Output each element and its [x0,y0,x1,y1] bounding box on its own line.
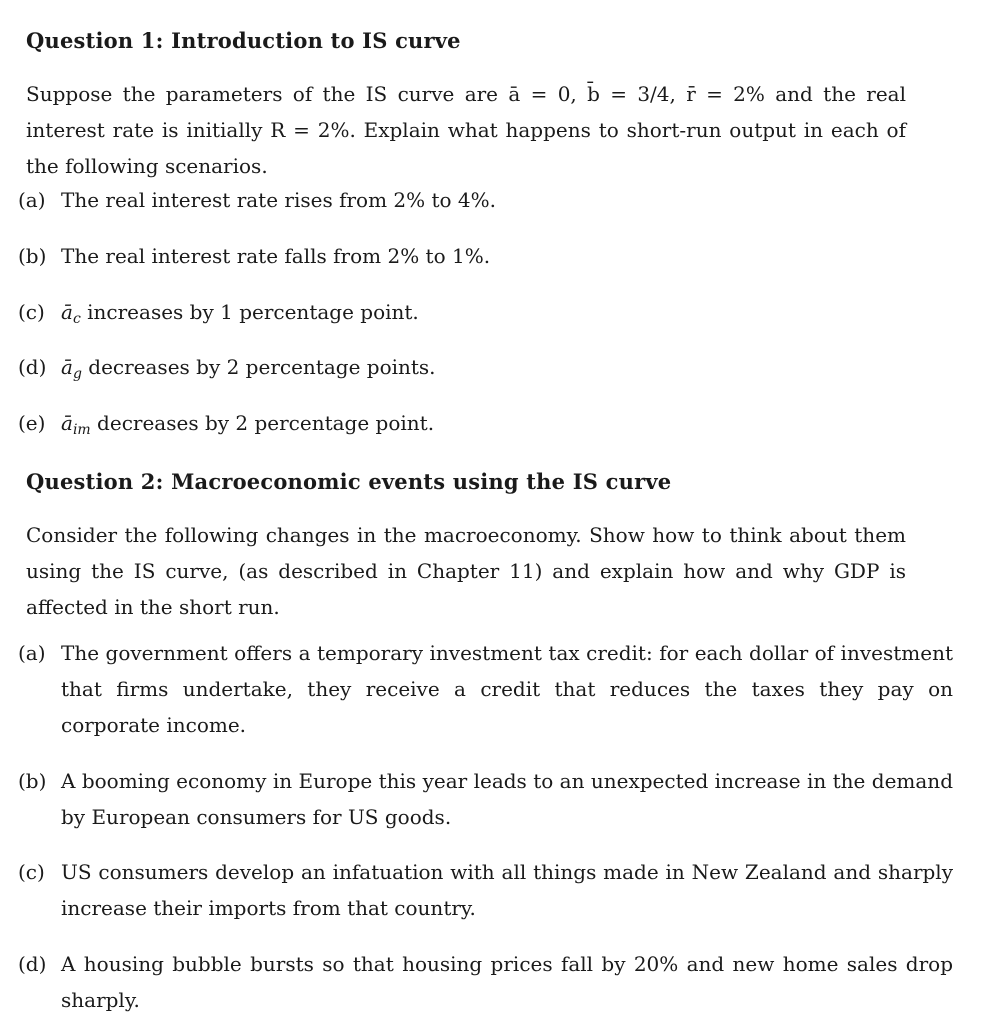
item-text-rest: decreases by 2 percentage points. [81,355,436,379]
math-symbol: ā [61,411,73,435]
item-text-rest: decreases by 2 percentage point. [90,411,435,435]
question-2-item-c [18,854,953,926]
question-1-item-e [18,405,953,448]
question-1-item-b [18,238,953,274]
item-label: (e) [18,411,46,435]
item-text: The real interest rate falls from 2% to 1%. [61,244,491,268]
item-label: (b) [18,769,47,793]
item-text [61,294,953,337]
question-1-intro-line-2: interest rate is initially R = 2%. Explain what happens to short-run output in each of [26,118,906,142]
item-text: The government offers a temporary investment tax credit: for each dollar of investment that firms undertake, they receive a credit that reduces the taxes they pay on corporate income. [61,641,953,737]
math-symbol: ā [61,355,73,379]
item-label: (d) [18,952,47,976]
question-2-item-a [18,635,953,743]
item-label: (c) [18,300,45,324]
item-text [61,349,953,392]
item-label: (b) [18,244,47,268]
math-subscript: c [72,311,81,327]
question-1-title: Question 1: Introduction to IS curve [26,28,461,53]
item-text: US consumers develop an infatuation with all things made in New Zealand and sharply increase their imports from that country. [61,860,953,920]
math-symbol: ā [61,300,73,324]
item-label: (a) [18,188,46,212]
item-label: (a) [18,641,46,665]
math-subscript: g [72,366,82,382]
item-label: (d) [18,355,47,379]
question-1-intro-line-3: the following scenarios. [26,154,268,178]
item-text: A housing bubble bursts so that housing prices fall by 20% and new home sales drop sharply. [61,952,953,1012]
question-1-item-c [18,294,953,337]
question-1-intro [26,76,906,184]
item-text [61,405,953,448]
math-subscript: im [72,422,91,438]
question-2-title: Question 2: Macroeconomic events using the IS curve [26,469,672,494]
item-label: (c) [18,860,45,884]
question-2-item-b [18,763,953,835]
question-2-item-d [18,946,953,1018]
question-2-intro: Consider the following changes in the macroeconomy. Show how to think about them using the IS curve, (as described in Chapter 11) and explain how and why GDP is affected in the short run. [26,523,906,619]
question-1-item-a [18,182,953,218]
item-text-rest: increases by 1 percentage point. [80,300,419,324]
item-text: A booming economy in Europe this year leads to an unexpected increase in the demand by European consumers for US goods. [61,769,953,829]
item-text: The real interest rate rises from 2% to 4%. [61,188,497,212]
question-1-intro-line-1: Suppose the parameters of the IS curve are ā = 0, b̄ = 3/4, r̄ = 2% and the real [26,82,906,106]
question-1-item-d [18,349,953,392]
